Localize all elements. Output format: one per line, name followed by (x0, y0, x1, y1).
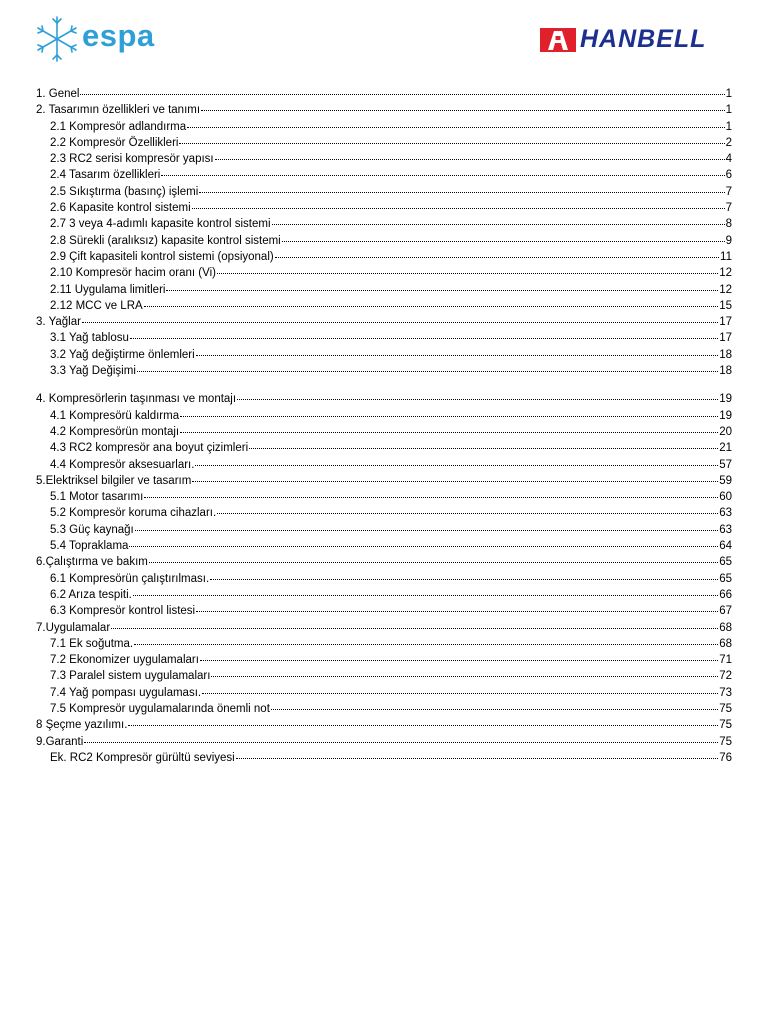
toc-dot-leader (210, 567, 718, 580)
toc-entry-page: 68 (719, 621, 732, 634)
toc-entry-page: 65 (719, 572, 732, 585)
espa-logo (34, 14, 164, 68)
toc-entry-page: 60 (719, 491, 732, 504)
toc-entry-label: 2.8 Sürekli (aralıksız) kapasite kontrol sistemi (50, 234, 281, 247)
toc-entry[interactable] (36, 748, 732, 764)
toc-entry-label: 2.6 Kapasite kontrol sistemi (50, 202, 191, 215)
toc-entry-page: 18 (719, 348, 732, 361)
toc-entry-label: 2.9 Çift kapasiteli kontrol sistemi (opsiyonal) (50, 250, 274, 263)
toc-dot-leader (137, 359, 718, 372)
toc-entry-page: 67 (719, 605, 732, 618)
toc-entry-label: 6.1 Kompresörün çalıştırılması. (50, 572, 210, 585)
toc-entry-page: 20 (719, 425, 732, 438)
toc-entry-label: 9.Garanti (36, 735, 84, 748)
toc-dot-leader (187, 115, 724, 128)
toc-entry-label: 4. Kompresörlerin taşınması ve montajı (36, 393, 237, 406)
toc-entry-label: 2. Tasarımın özellikleri ve tanımı (36, 104, 201, 117)
toc-entry-page: 9 (725, 234, 732, 247)
toc-dot-leader (129, 534, 718, 547)
toc-dot-leader (192, 196, 725, 209)
toc-entry-label: 2.5 Sıkıştırma (basınç) işlemi (50, 185, 199, 198)
toc-entry-label: 5.1 Motor tasarımı (50, 491, 144, 504)
toc-entry-page: 4 (725, 153, 732, 166)
toc-entry-page: 1 (725, 104, 732, 117)
toc-entry-label: 6.3 Kompresör kontrol listesi (50, 605, 196, 618)
toc-dot-leader (237, 387, 718, 400)
toc-dot-leader (180, 404, 718, 417)
hanbell-mark-icon (540, 28, 576, 52)
toc-entry-page: 15 (719, 299, 732, 312)
toc-dot-leader (128, 713, 718, 726)
toc-entry-label: 4.3 RC2 kompresör ana boyut çizimleri (50, 442, 249, 455)
toc-entry-label: 4.1 Kompresörü kaldırma (50, 409, 180, 422)
toc-dot-leader (199, 180, 724, 193)
toc-entry-page: 7 (725, 202, 732, 215)
toc-entry-page: 75 (719, 702, 732, 715)
toc-entry-label: 2.7 3 veya 4-adımlı kapasite kontrol sistemi (50, 218, 271, 231)
toc-entry-label: 5.4 Topraklama (50, 540, 129, 553)
toc-dot-leader (275, 245, 719, 258)
toc-entry-label: 7.1 Ek soğutma. (50, 637, 134, 650)
toc-entry-label: 4.4 Kompresör aksesuarları. (50, 458, 195, 471)
toc-dot-leader (180, 420, 718, 433)
toc-entry-label: 7.4 Yağ pompası uygulaması. (50, 686, 202, 699)
toc-entry[interactable] (36, 361, 732, 377)
toc-entry-label: 3.1 Yağ tablosu (50, 332, 129, 345)
toc-entry-label: 2.2 Kompresör Özellikleri (50, 136, 179, 149)
toc-entry-label: 2.1 Kompresör adlandırma (50, 120, 187, 133)
toc-dot-leader (166, 278, 718, 291)
toc-dot-leader (217, 261, 718, 274)
toc-entry-page: 1 (725, 88, 732, 100)
toc-dot-leader (84, 730, 718, 743)
toc-entry-page: 64 (719, 540, 732, 553)
toc-entry-page: 65 (719, 556, 732, 569)
toc-entry-label: 7.2 Ekonomizer uygulamaları (50, 654, 199, 667)
toc-entry-page: 21 (719, 442, 732, 455)
snowflake-icon (34, 14, 80, 64)
toc-entry-page: 75 (719, 735, 732, 748)
toc-entry-label: 5.2 Kompresör koruma cihazları. (50, 507, 217, 520)
toc-dot-leader (201, 98, 725, 111)
toc-entry-page: 12 (719, 283, 732, 296)
hanbell-logo-text: HANBELL (580, 25, 707, 53)
toc-entry-label: 3. Yağlar (36, 316, 81, 329)
toc-entry-label: 4.2 Kompresörün montajı (50, 425, 180, 438)
toc-entry-page: 8 (725, 218, 732, 231)
toc-entry-label: 5.3 Güç kaynağı (50, 523, 134, 536)
toc-dot-leader (134, 632, 718, 645)
toc-entry-page: 66 (719, 588, 732, 601)
toc-entry-label: 2.4 Tasarım özellikleri (50, 169, 161, 182)
toc-dot-leader (195, 453, 718, 466)
toc-dot-leader (211, 664, 718, 677)
toc-entry-page: 12 (719, 267, 732, 280)
table-of-contents (36, 84, 732, 764)
toc-dot-leader (144, 485, 718, 498)
toc-entry-page: 59 (719, 474, 732, 487)
toc-entry-page: 63 (719, 523, 732, 536)
toc-dot-leader (149, 550, 718, 563)
toc-entry-page: 57 (719, 458, 732, 471)
toc-dot-leader (161, 163, 724, 176)
toc-entry-page: 19 (719, 393, 732, 406)
toc-dot-leader (271, 697, 718, 710)
toc-dot-leader (282, 229, 725, 242)
toc-entry-page: 68 (719, 637, 732, 650)
toc-dot-leader (236, 746, 718, 759)
toc-entry-label: 6.2 Arıza tespiti. (50, 588, 132, 601)
toc-dot-leader (130, 326, 718, 339)
toc-entry-label: Ek. RC2 Kompresör gürültü seviyesi (50, 751, 235, 764)
toc-dot-leader (80, 82, 724, 95)
toc-entry-label: 2.11 Uygulama limitleri (50, 283, 166, 296)
toc-dot-leader (249, 436, 718, 449)
toc-entry-label: 3.3 Yağ Değişimi (50, 365, 136, 378)
toc-dot-leader (144, 294, 719, 307)
toc-entry-page: 75 (719, 719, 732, 732)
toc-entry-page: 71 (719, 654, 732, 667)
toc-entry-page: 2 (725, 136, 732, 149)
toc-dot-leader (192, 469, 718, 482)
hanbell-logo (540, 26, 740, 56)
toc-entry-label: 2.10 Kompresör hacim oranı (Vi) (50, 267, 216, 280)
toc-entry-page: 1 (725, 120, 732, 133)
toc-dot-leader (133, 583, 718, 596)
toc-entry-page: 7 (725, 185, 732, 198)
toc-dot-leader (272, 212, 725, 225)
toc-entry-label: 7.Uygulamalar (36, 621, 111, 634)
toc-entry-page: 63 (719, 507, 732, 520)
toc-dot-leader (82, 310, 718, 323)
toc-dot-leader (111, 616, 718, 629)
toc-entry-label: 2.3 RC2 serisi kompresör yapısı (50, 153, 214, 166)
toc-dot-leader (215, 147, 725, 160)
page-header (0, 0, 768, 80)
toc-entry-label: 7.3 Paralel sistem uygulamaları (50, 670, 211, 683)
toc-dot-leader (217, 501, 718, 514)
toc-dot-leader (135, 518, 718, 531)
toc-dot-leader (200, 648, 718, 661)
toc-dot-leader (196, 599, 718, 612)
toc-entry-label: 8 Şeçme yazılımı. (36, 719, 128, 732)
toc-dot-leader (202, 681, 718, 694)
toc-entry-page: 18 (719, 365, 732, 378)
toc-entry-page: 17 (719, 332, 732, 345)
toc-entry-label: 3.2 Yağ değiştirme önlemleri (50, 348, 195, 361)
toc-entry-page: 72 (719, 670, 732, 683)
toc-entry-page: 6 (725, 169, 732, 182)
toc-entry-label: 7.5 Kompresör uygulamalarında önemli not (50, 702, 270, 715)
toc-entry-page: 73 (719, 686, 732, 699)
toc-entry-label: 2.12 MCC ve LRA (50, 299, 143, 312)
toc-dot-leader (196, 343, 719, 356)
toc-entry-label: 5.Elektriksel bilgiler ve tasarım (36, 474, 192, 487)
toc-entry-page: 11 (720, 250, 732, 263)
toc-entry-page: 19 (719, 409, 732, 422)
toc-entry-label: 1. Genel (36, 88, 80, 100)
toc-entry-page: 76 (719, 751, 732, 764)
toc-entry-page: 17 (719, 316, 732, 329)
espa-logo-text: espa (82, 18, 155, 53)
toc-dot-leader (179, 131, 724, 144)
toc-entry-label: 6.Çalıştırma ve bakım (36, 556, 148, 569)
